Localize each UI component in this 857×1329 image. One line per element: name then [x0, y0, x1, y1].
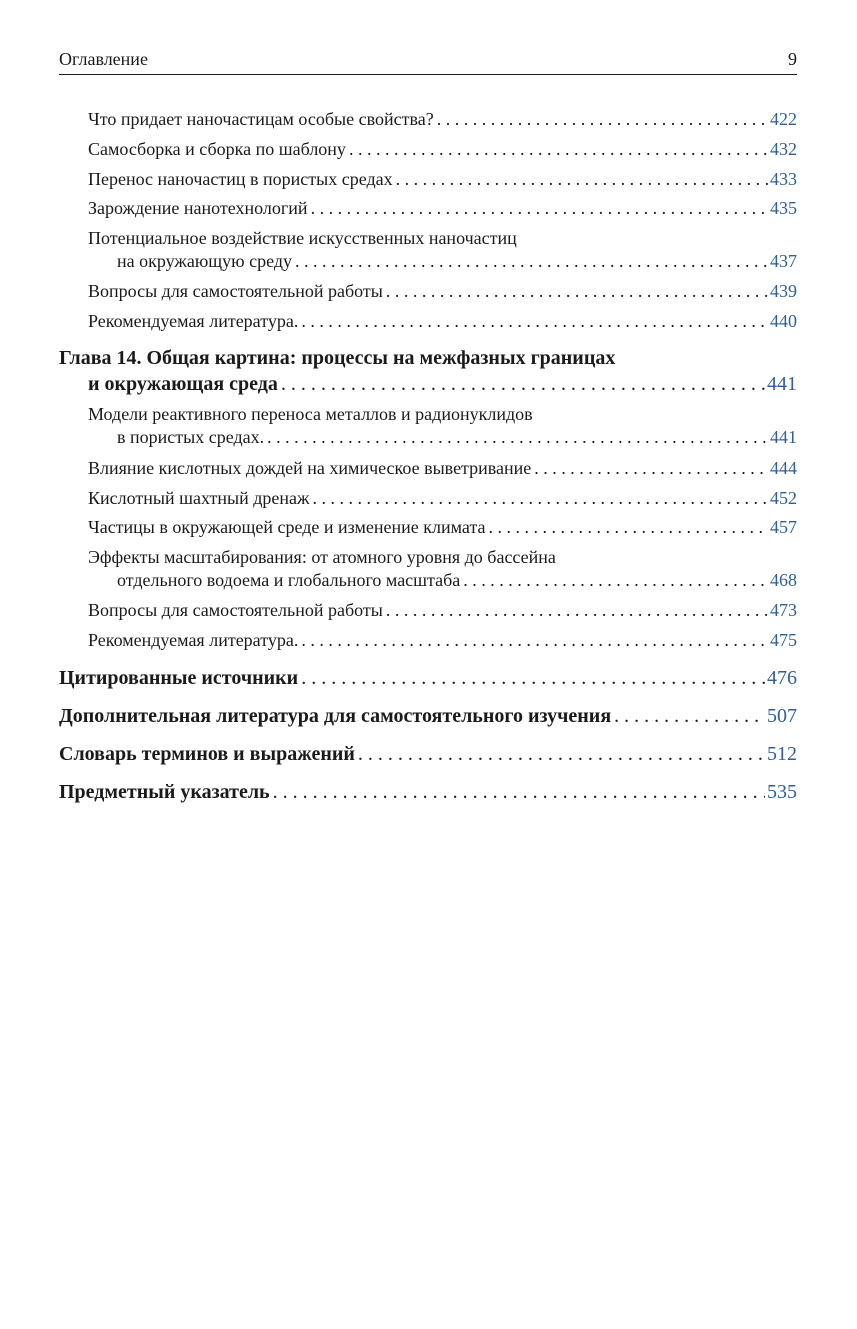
toc-major-title: Дополнительная литература для самостоятельного изучения [59, 705, 612, 727]
toc-page-number[interactable]: 476 [767, 667, 797, 689]
leader-dots [295, 250, 768, 273]
leader-dots [301, 310, 768, 333]
leader-dots [534, 457, 768, 480]
toc-entry[interactable] [88, 457, 797, 480]
toc-page-number[interactable]: 468 [770, 570, 797, 590]
toc-entry-title-continuation: в пористых средах. [117, 427, 265, 447]
toc-page-number[interactable]: 437 [770, 251, 797, 271]
toc-page-number[interactable]: 512 [767, 743, 797, 765]
toc-major-entry[interactable] [59, 665, 797, 691]
toc-page-number[interactable]: 432 [770, 139, 797, 159]
running-header-title: Оглавление [59, 49, 148, 69]
leader-dots [463, 569, 768, 592]
toc-entry[interactable] [88, 280, 797, 303]
toc-page-number[interactable]: 444 [770, 458, 797, 478]
toc-page-number[interactable]: 475 [770, 630, 797, 650]
toc-page-number[interactable]: 535 [767, 781, 797, 803]
toc-entry[interactable] [88, 516, 797, 539]
toc-entry[interactable] [88, 197, 797, 220]
leader-dots [358, 741, 765, 767]
toc-entry[interactable] [88, 599, 797, 622]
leader-dots [349, 138, 768, 161]
toc-major-title: Предметный указатель [59, 781, 270, 803]
leader-dots [281, 371, 765, 397]
leader-dots [301, 629, 768, 652]
toc-major-title: Словарь терминов и выражений [59, 743, 355, 765]
toc-major-entry[interactable] [59, 703, 797, 729]
toc-chapter-entry[interactable] [59, 345, 797, 397]
toc-entry-title: Частицы в окружающей среде и изменение климата [88, 517, 486, 537]
toc-entry-title: Модели реактивного переноса металлов и радионуклидов [88, 404, 533, 424]
toc-entry-title: Рекомендуемая литература. [88, 630, 299, 650]
leader-dots [489, 516, 768, 539]
toc-entry[interactable] [88, 310, 797, 333]
toc-entry[interactable] [88, 629, 797, 652]
toc-page-number[interactable]: 440 [770, 311, 797, 331]
toc-entry-title: Что придает наночастицам особые свойства? [88, 109, 434, 129]
leader-dots [396, 168, 768, 191]
running-header-page-number: 9 [788, 49, 797, 69]
document-page [59, 0, 797, 1329]
toc-entry-title: Перенос наночастиц в пористых средах [88, 169, 393, 189]
leader-dots [267, 426, 768, 449]
leader-dots [614, 703, 765, 729]
toc-page-number[interactable]: 441 [770, 427, 797, 447]
leader-dots [301, 665, 765, 691]
toc-entry-title-continuation: отдельного водоема и глобального масштаба [117, 570, 461, 590]
toc-entry-title: Кислотный шахтный дренаж [88, 488, 310, 508]
leader-dots [312, 487, 768, 510]
toc-entry-title: Зарождение нанотехнологий [88, 198, 308, 218]
toc-entry-title: Влияние кислотных дождей на химическое выветривание [88, 458, 532, 478]
toc-page-number[interactable]: 435 [770, 198, 797, 218]
toc-page-number[interactable]: 507 [767, 705, 797, 727]
toc-major-entry[interactable] [59, 741, 797, 767]
toc-major-title: Цитированные источники [59, 667, 299, 689]
toc-page-number[interactable]: 452 [770, 488, 797, 508]
toc-entry[interactable] [88, 168, 797, 191]
toc-entry-title: Вопросы для самостоятельной работы [88, 600, 383, 620]
toc-page-number[interactable]: 441 [767, 373, 797, 395]
toc-page-number[interactable]: 439 [770, 281, 797, 301]
toc-entry[interactable] [88, 403, 797, 449]
toc-page-number[interactable]: 457 [770, 517, 797, 537]
toc-page-number[interactable]: 422 [770, 109, 797, 129]
toc-entry-title: Рекомендуемая литература. [88, 311, 299, 331]
toc-entry-title: Самосборка и сборка по шаблону [88, 139, 346, 159]
toc-entry[interactable] [88, 487, 797, 510]
toc-chapter-title-continuation: и окружающая среда [88, 373, 278, 395]
leader-dots [311, 197, 768, 220]
toc-major-entry[interactable] [59, 779, 797, 805]
leader-dots [386, 599, 768, 622]
toc-page-number[interactable]: 433 [770, 169, 797, 189]
running-header [59, 48, 797, 75]
leader-dots [386, 280, 768, 303]
toc-page-number[interactable]: 473 [770, 600, 797, 620]
toc-entry-title-continuation: на окружающую среду [117, 251, 292, 271]
toc-chapter-title: Глава 14. Общая картина: процессы на межфазных границах [59, 347, 616, 369]
toc-entry-title: Эффекты масштабирования: от атомного уровня до бассейна [88, 547, 556, 567]
toc-entry-title: Вопросы для самостоятельной работы [88, 281, 383, 301]
leader-dots [273, 779, 765, 805]
toc-entry-title: Потенциальное воздействие искусственных наночастиц [88, 228, 517, 248]
toc-entry[interactable] [88, 227, 797, 273]
toc-entry[interactable] [88, 138, 797, 161]
leader-dots [437, 108, 768, 131]
toc-entry[interactable] [88, 546, 797, 592]
toc-entry[interactable] [88, 108, 797, 131]
